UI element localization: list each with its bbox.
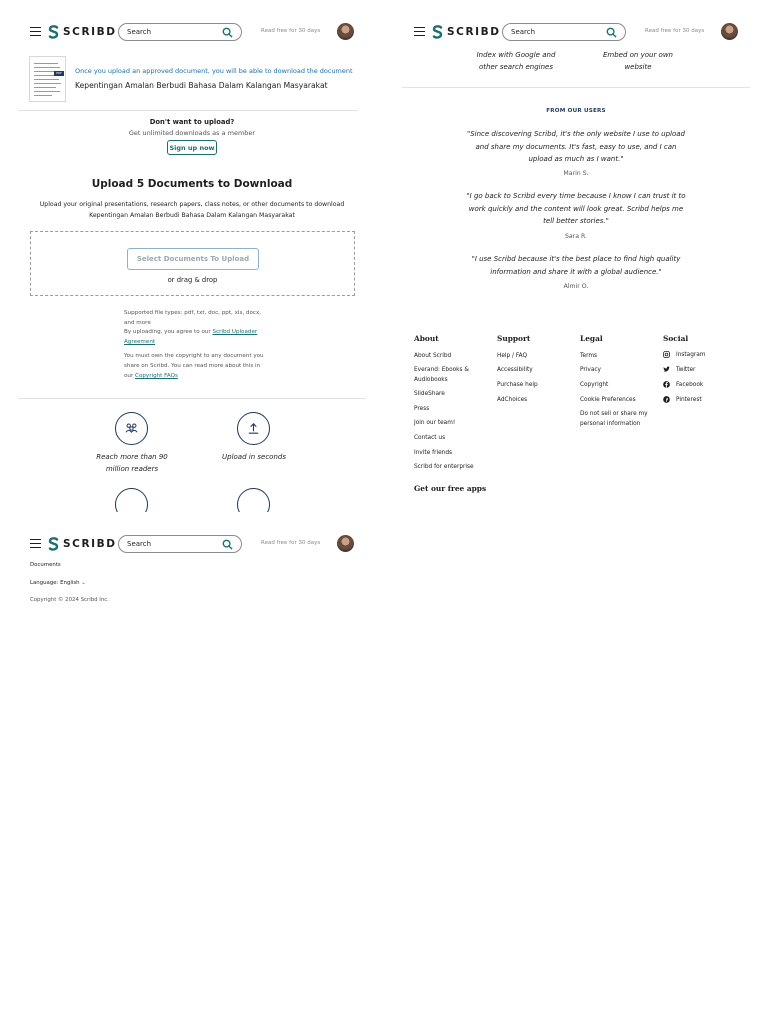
upload-subtext: Upload your original presentations, research papers, class notes, or other documents to download Kepentingan Amalan Berbudi Bahasa Dalam Kalangan Masyarakat — [39, 201, 345, 219]
upload-heading: Upload 5 Documents to Download — [91, 178, 293, 190]
social-facebook[interactable]: Facebook — [663, 381, 703, 388]
upload-pane — [0, 0, 384, 512]
site-header — [0, 532, 384, 556]
uploader-agreement-link[interactable]: Scribd Uploader Agreement — [124, 329, 258, 345]
unlimited-downloads-text: Get unlimited downloads as a member — [128, 129, 256, 137]
select-documents-button[interactable]: Select Documents To Upload — [127, 248, 259, 270]
embed-icon — [237, 488, 270, 512]
search-box[interactable] — [118, 23, 242, 41]
search-icon[interactable] — [606, 27, 617, 38]
upload-icon — [237, 412, 270, 445]
footer-link[interactable]: SlideShare — [414, 391, 445, 397]
twitter-icon — [663, 366, 670, 373]
upload-dropzone[interactable] — [30, 231, 355, 296]
uploader-agreement-text: By uploading, you agree to our Scribd Uploader Agreement — [124, 329, 258, 345]
testimonial-quote: "Since discovering Scribd, it's the only website I use to upload and share my documents. It's fast, easy to use, and I can upload as much as I want." — [467, 130, 685, 163]
footer-link[interactable]: About Scribd — [414, 353, 452, 359]
footer-link[interactable]: Invite friends — [414, 450, 453, 456]
footer-link[interactable]: AdChoices — [497, 397, 528, 403]
feature-embed-website: Embed on your own website — [602, 51, 673, 71]
menu-icon[interactable] — [30, 27, 41, 36]
scribd-logo[interactable] — [48, 24, 117, 40]
search-icon[interactable] — [222, 27, 233, 38]
footer-link[interactable]: Copyright — [580, 382, 609, 388]
scribd-logo-icon — [48, 537, 59, 551]
footer-link[interactable]: Scribd for enterprise — [414, 464, 474, 470]
footer-legal-heading: Legal — [580, 334, 603, 343]
testimonial-author: Marin S. — [563, 170, 589, 177]
feature-upload-seconds: Upload in seconds — [222, 453, 286, 461]
testimonial-quote: "I use Scribd because it's the best place to find high quality information and share it with a global audience." — [471, 255, 681, 276]
footer-link[interactable]: Purchase help — [497, 382, 538, 388]
logo-text: SCRIBD — [447, 26, 501, 38]
feature-index-google: Index with Google and other search engines — [476, 51, 556, 71]
scribd-logo[interactable] — [48, 536, 117, 552]
menu-icon[interactable] — [30, 539, 41, 548]
footer-link[interactable]: Privacy — [580, 367, 601, 373]
footer-link[interactable]: Join our team! — [414, 420, 456, 426]
site-header — [384, 20, 768, 44]
scribd-logo-icon — [48, 25, 59, 39]
testimonials-pane — [384, 0, 768, 512]
feature-reach-readers: Reach more than 90 million readers — [96, 453, 168, 473]
search-input[interactable] — [127, 538, 217, 550]
drag-drop-label: or drag & drop — [167, 276, 218, 284]
document-thumbnail — [29, 56, 66, 102]
get-apps-heading: Get our free apps — [414, 484, 487, 493]
read-free-link[interactable]: Read free for 30 days — [261, 28, 321, 34]
scribd-logo-icon — [432, 25, 443, 39]
menu-icon[interactable] — [414, 27, 425, 36]
search-input[interactable] — [127, 26, 217, 38]
divider — [18, 110, 358, 111]
search-input[interactable] — [511, 26, 601, 38]
footer-support-heading: Support — [497, 334, 531, 343]
footer-link[interactable]: Everand: Ebooks & Audiobooks — [414, 367, 469, 383]
instagram-icon — [663, 351, 670, 358]
testimonial-author: Sara R. — [564, 233, 588, 240]
social-pinterest[interactable]: Pinterest — [663, 396, 702, 403]
logo-text: SCRIBD — [63, 26, 117, 38]
site-header — [0, 20, 384, 44]
language-selector[interactable]: Language: English ⌄ — [30, 580, 86, 586]
from-users-heading: FROM OUR USERS — [546, 108, 606, 114]
chevron-down-icon: ⌄ — [81, 580, 86, 586]
read-free-link[interactable]: Read free for 30 days — [261, 540, 321, 546]
read-free-link[interactable]: Read free for 30 days — [645, 28, 705, 34]
search-icon[interactable] — [222, 539, 233, 550]
sign-up-button[interactable]: Sign up now — [167, 140, 217, 155]
avatar[interactable] — [337, 535, 354, 552]
search-box[interactable] — [502, 23, 626, 41]
testimonial-quote: "I go back to Scribd every time because I know I can trust it to work quickly and the content will look great. Scribd helps me tell better stories." — [466, 192, 686, 225]
dont-want-heading: Don't want to upload? — [149, 118, 235, 126]
pinterest-icon — [663, 396, 670, 403]
avatar[interactable] — [337, 23, 354, 40]
testimonial-author: Almir O. — [563, 283, 589, 290]
copyright-faqs-link[interactable]: Copyright FAQs — [135, 373, 178, 379]
download-note: Once you upload an approved document, you will be able to download the document — [75, 67, 353, 75]
footer-about-heading: About — [414, 334, 439, 343]
pdf-badge: PDF — [54, 71, 64, 76]
footer-link[interactable]: Contact us — [414, 435, 446, 441]
social-instagram[interactable]: Instagram — [663, 351, 706, 358]
copyright-notice: Copyright © 2024 Scribd Inc. — [30, 597, 109, 603]
facebook-icon — [663, 381, 670, 388]
document-title: Kepentingan Amalan Berbudi Bahasa Dalam Kalangan Masyarakat — [75, 81, 328, 90]
social-twitter[interactable]: Twitter — [663, 366, 695, 373]
divider — [402, 87, 750, 88]
logo-text: SCRIBD — [63, 538, 117, 550]
search-box[interactable] — [118, 535, 242, 553]
bottom-pane — [0, 512, 384, 1024]
footer-link[interactable]: Do not sell or share my personal information — [580, 411, 648, 427]
documents-link[interactable]: Documents — [30, 562, 61, 568]
footer-link[interactable]: Accessibility — [497, 367, 533, 373]
footer-social-heading: Social — [663, 334, 689, 343]
people-icon — [115, 412, 148, 445]
search-engine-icon — [115, 488, 148, 512]
divider — [18, 398, 366, 399]
copyright-text: You must own the copyright to any document you share on Scribd. You can read more about this in our Copyright FAQs — [124, 353, 264, 379]
supported-types: Supported file types: pdf, txt, doc, ppt, xls, docx, and more — [124, 310, 262, 326]
avatar[interactable] — [721, 23, 738, 40]
scribd-logo[interactable] — [432, 24, 501, 40]
footer-link[interactable]: Press — [414, 406, 430, 412]
footer-link[interactable]: Cookie Preferences — [580, 397, 636, 403]
footer-link[interactable]: Help / FAQ — [497, 353, 528, 359]
footer-link[interactable]: Terms — [580, 353, 598, 359]
